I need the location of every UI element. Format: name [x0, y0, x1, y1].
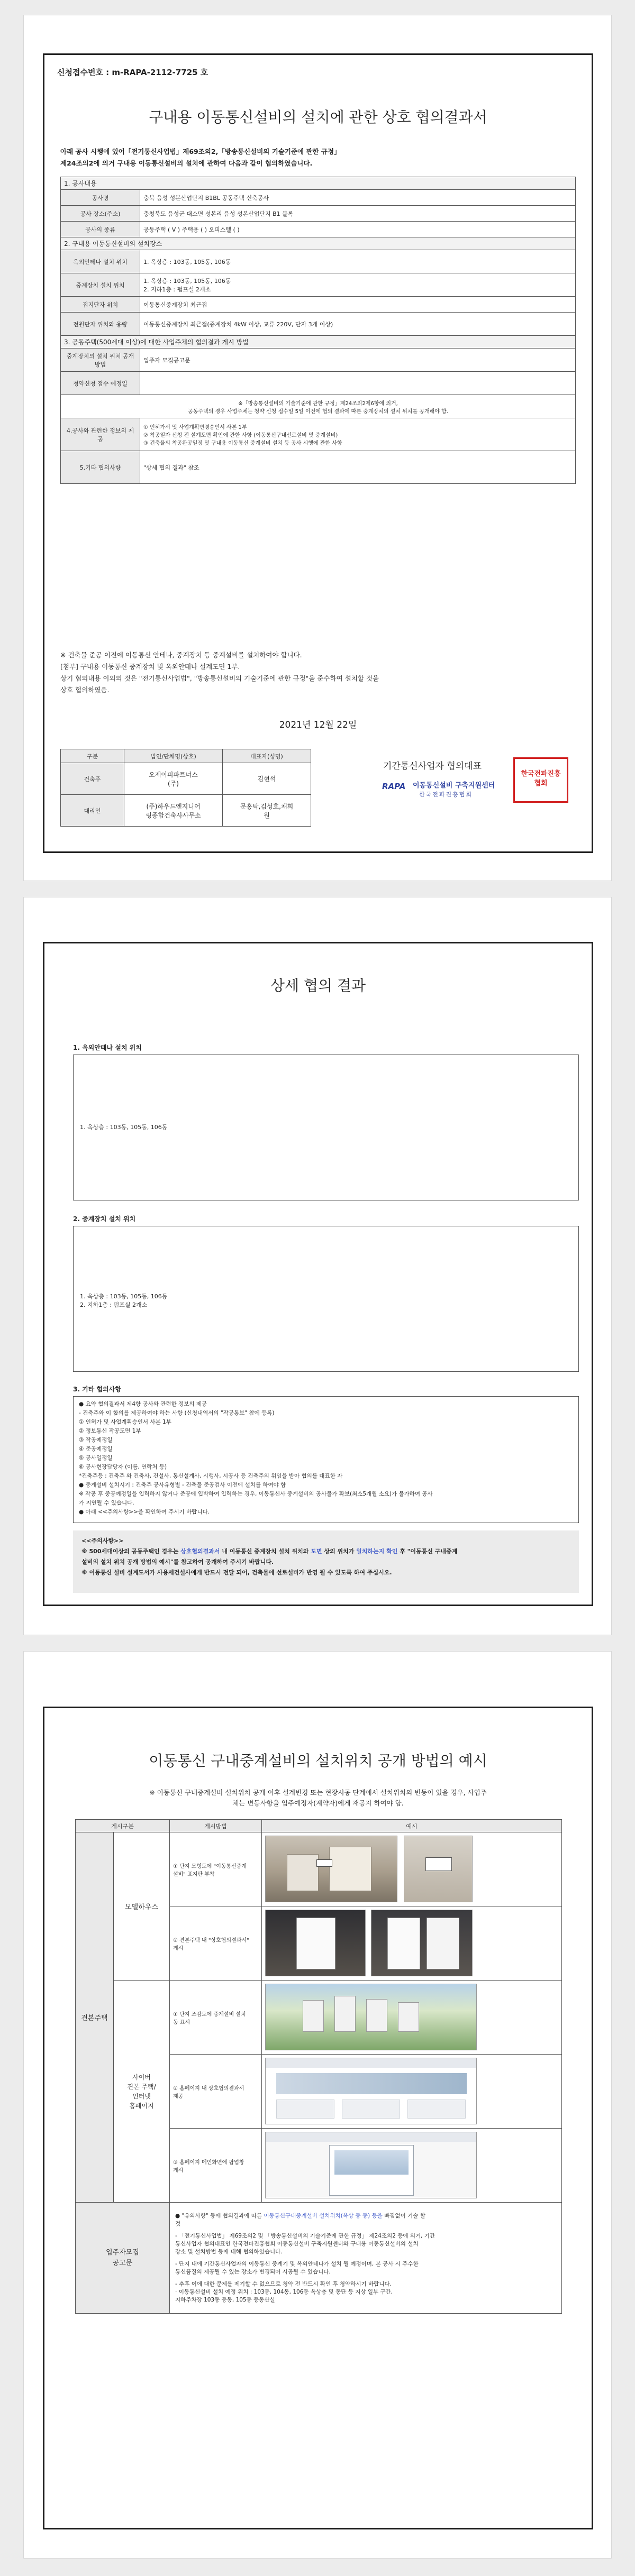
- site-header-bar: [266, 2132, 477, 2142]
- org-line: 링종합건축사사무소: [146, 811, 201, 819]
- column-header: 대표자(성명): [223, 749, 311, 763]
- row-value: [140, 372, 576, 395]
- guidance-line: [175, 2256, 556, 2260]
- text-line: *건축주등 : 건축주 와 건축사, 건설사, 통신설계사, 시행사, 시공사 등 건축주의 위임을 받아 협의를 대표한 자: [79, 1473, 343, 1479]
- guidance-text: ● "유의사항" 등에 협의결과에 따른: [175, 2212, 264, 2219]
- notice-text: 후 "이동통신 구내중계: [397, 1548, 458, 1555]
- box-text: [80, 1292, 167, 1309]
- section-label: 1. 옥외안테나 설치 위치: [73, 1044, 142, 1051]
- model-house-photo: [265, 1836, 397, 1902]
- page-3: [23, 1651, 612, 2559]
- column-header: 게시방법: [170, 1820, 262, 1832]
- receipt-number: 신청접수번호 : m-RAPA-2112-7725 호: [57, 68, 208, 77]
- text-line: ※ 작공 후 중공예정일을 입력하지 않거나 준공에 입박하여 입력하는 경우, 이동통신사 중계설비의 공사불가 확보(최소5개월 소요)가 불가하여 공사: [79, 1491, 433, 1497]
- box-text: [79, 1400, 573, 1517]
- method-line: 설비" 표지판 부착: [173, 1871, 215, 1877]
- info-item: ① 인허가서 및 사업계획변경승인서 사본 1부: [143, 425, 247, 430]
- guidance-line: 통신품질의 제공될 수 있는 장소가 변경되어 시공될 수 있습니다.: [175, 2268, 331, 2275]
- info-item: ② 착공일자 신청 전 설계도면 확인에 관한 사항 (이동통신구내선로설비 및 중계설비): [143, 433, 338, 438]
- website-screenshot: [265, 2058, 477, 2124]
- method-line: 제공: [173, 2093, 184, 2100]
- row-label: 공사의 종류: [61, 222, 140, 237]
- notice-line: 설비의 설치 위치 공개 방법의 예시"를 참고하여 공개하여 주시기 바랍니다.: [81, 1559, 274, 1565]
- stamp-org: 이동통신설비 구축지원센터: [413, 782, 495, 790]
- text-line: 1. 옥상층 : 103동, 105동, 106동: [80, 1124, 168, 1131]
- disclosure-table: [75, 1819, 562, 2314]
- notice-guidance: [170, 2203, 562, 2314]
- guidance-line: - 「전기통신사업법」 제69조의2 및 「방송통신설비의 기술기준에 관한 규정」 제24조의2 등에 의거, 기간: [175, 2232, 436, 2239]
- method-line: 동 표시: [173, 2019, 190, 2025]
- subgroup-line: 사이버: [132, 2073, 151, 2081]
- org-line: (주): [168, 780, 179, 787]
- org-line: (주)하우드엔지니어: [146, 802, 201, 810]
- text-line: ● 요약 협의결과서 제4항 공사와 관련한 정보의 제공: [79, 1401, 207, 1407]
- antenna-location-box: [73, 1055, 579, 1200]
- rapa-stamp: [375, 751, 576, 814]
- consultation-table: [60, 177, 576, 484]
- party-rep: [223, 795, 311, 827]
- info-item: ③ 건축물의 착공완공일정 및 구내용 이동통신 중계설비 설치 등 공사 시행에 관한 사항: [143, 441, 342, 446]
- page-1: [23, 15, 612, 881]
- note-line: 상호 협의하였음.: [60, 686, 110, 694]
- rep-line: 문홍탁,김성호,채희: [240, 802, 294, 810]
- row-label: 전원단자 위치와 용량: [61, 313, 140, 336]
- row-label: 4.공사와 관련한 정보의 제공: [61, 418, 140, 451]
- method-line: 게시: [173, 2167, 184, 2174]
- value-line: 이동통신중계장치 최근접(중계장치 4kW 이상, 교류 220V, 단자 3개 이상): [143, 320, 333, 328]
- row-value: [140, 297, 576, 313]
- document-frame: [43, 942, 593, 1606]
- subgroup-label: 모델하우스: [114, 1832, 170, 1981]
- subgroup-line: 홈페이지: [129, 2102, 154, 2110]
- notice-highlight: 상호협의결과서: [180, 1548, 220, 1555]
- guidance-line: · 이동통신설비 설치 예정 위치 : 103동, 104동, 106동 옥상층 및 동단 등 지상 일부 구간,: [175, 2288, 393, 2295]
- document-frame: [43, 53, 593, 853]
- site-content-block: [276, 2100, 334, 2119]
- text-line: ③ 작공예정일: [79, 1437, 113, 1443]
- guidance-line: [175, 2212, 556, 2220]
- example-cell: [262, 1906, 562, 1981]
- method-cell: [170, 1832, 262, 1906]
- method-cell: [170, 2129, 262, 2203]
- row-value: [140, 418, 576, 451]
- building-block-icon: [287, 1854, 319, 1891]
- caution-notice: [73, 1530, 579, 1593]
- subgroup-label: [114, 1981, 170, 2203]
- notice-highlight: 도면: [311, 1548, 322, 1555]
- section-label: 2. 중계장치 설치 위치: [73, 1215, 136, 1223]
- guidance-text: 빠짐없이 기술 할: [382, 2212, 425, 2219]
- notice-title: <<주의사항>>: [81, 1537, 124, 1544]
- disclosure-note: [61, 395, 576, 418]
- party-org: [124, 763, 223, 795]
- site-content-block: [342, 2100, 400, 2119]
- section-heading: 1. 공사내용: [61, 177, 576, 190]
- section-label: 3. 기타 협의사항: [73, 1386, 121, 1393]
- method-line: ② 견본주택 내 "상호협의결과서": [173, 1937, 249, 1944]
- column-header: 법인/단체명(상호): [124, 749, 223, 763]
- guidance-line: 통신사업자 협의대표인 한국전파진흥협회 이동통신설비 구축지원센터와 구내용 이동통신설비의 설치: [175, 2240, 419, 2247]
- party-rep: [223, 763, 311, 795]
- value-line: 1. 옥상층 : 103동, 105동, 106동: [143, 277, 231, 285]
- popup-image: [334, 2150, 409, 2175]
- example-cell: [262, 2055, 562, 2129]
- page-title: 상세 협의 결과: [270, 977, 366, 994]
- rapa-logo: RAPA: [382, 782, 406, 791]
- intro-text: [60, 146, 579, 169]
- intro-line: 아래 공사 시행에 있어「전기통신사업법」제69조의2,「방송통신설비의 기술기준에 관한 규정」: [60, 148, 341, 155]
- website-screenshot: [265, 2132, 477, 2198]
- notice-text: 내 이동통신 중계장치 설치 위치와: [220, 1548, 311, 1555]
- example-cell: [262, 2129, 562, 2203]
- page-title: 이동통신 구내중계설비의 설치위치 공개 방법의 예시: [149, 1752, 487, 1770]
- guidance-line: [175, 2228, 556, 2232]
- guidance-line: 지하주차장 103동 등동, 105동 등동산실: [175, 2296, 275, 2303]
- sign-placard-icon: [425, 1857, 452, 1871]
- group-line: 입주자모집: [106, 2248, 139, 2257]
- group-label: [76, 2203, 170, 2314]
- value-line: 1. 옥상층 : 103동, 105동, 106동: [143, 258, 231, 265]
- row-label: 옥외안테나 설치 위치: [61, 250, 140, 273]
- page-title: 구내용 이동통신설비의 설치에 관한 상호 협의결과서: [149, 108, 487, 126]
- row-value: [140, 273, 576, 297]
- row-label: 공사 장소(주소): [61, 206, 140, 222]
- subgroup-line: 인터넷: [132, 2092, 151, 2100]
- page-note: [44, 1787, 592, 1809]
- sign-placard-icon: [316, 1859, 332, 1867]
- site-content-block: [407, 2100, 466, 2119]
- column-header: 예시: [262, 1820, 562, 1832]
- group-line: 공고문: [112, 2259, 133, 2267]
- row-label: 5.기타 협의사항: [61, 451, 140, 484]
- model-house-photo: [404, 1836, 473, 1902]
- building-block-icon: [334, 1996, 356, 2032]
- org-line: 오제이피파트너스: [149, 771, 198, 778]
- note-line: 상기 협의내용 이외의 것은 "전기통신사업법", "방송통신설비의 기술기준에 관한 규정"을 준수하여 설치할 것을: [60, 674, 379, 682]
- text-line: ⑤ 공사일정일: [79, 1455, 113, 1461]
- document-poster-icon: [296, 1918, 335, 1969]
- section-heading: 3. 공동주택(500세대 이상)에 대한 사업주체의 협의결과 게시 방법: [61, 336, 576, 349]
- note-line: 체는 변동사항을 입주예정자(계약자)에게 재공지 하여야 함.: [232, 1799, 404, 1807]
- footer-notes: [60, 649, 579, 696]
- method-line: ① 단지 조감도에 중계설비 설치: [173, 2011, 246, 2018]
- building-block-icon: [329, 1847, 371, 1891]
- method-cell: [170, 1981, 262, 2055]
- party-role: 대리인: [61, 795, 124, 827]
- notice-text: ※ 500세대이상의 공동주택인 경우는: [81, 1548, 181, 1555]
- column-header: 구분: [61, 749, 124, 763]
- row-label: 공사명: [61, 190, 140, 206]
- row-label: 청약신청 접수 예정일: [61, 372, 140, 395]
- repeater-location-box: [73, 1226, 579, 1372]
- row-value: 공동주택 ( V ) 주택용 ( ) 오피스텔 ( ): [140, 222, 576, 237]
- text-line: 2. 지하1층 : 펌프실 2개소: [80, 1301, 148, 1308]
- note-line: ※ 이동통신 구내중계설비 설치위치 공개 이후 설계변경 또는 현장시공 단계에서 설치위치의 변동이 있을 경우, 사업주: [149, 1789, 487, 1796]
- intro-line: 제24조의2에 의거 구내용 이동통신설비의 설치에 관하여 다음과 같이 협의하였습니다.: [60, 159, 313, 167]
- row-label: 중계장치의 설치 위치 공개방법: [61, 349, 140, 372]
- guidance-line: 것: [175, 2220, 181, 2227]
- guidance-line: - 추후 이에 대한 문제를 제기할 수 없으므로 청약 전 반드시 확인 후 청약하시기 바랍니다.: [175, 2280, 392, 2287]
- document-frame: [43, 1707, 593, 2529]
- box-text: [80, 1123, 167, 1131]
- section-heading: 2. 구내용 이동통신설비의 설치장소: [61, 237, 576, 250]
- column-header: 게시구분: [76, 1820, 170, 1832]
- guidance-line: [175, 2276, 556, 2280]
- text-line: ④ 준공예정일: [79, 1446, 113, 1452]
- notice-line: [81, 1546, 570, 1557]
- text-line: ⑥ 공사현장담당자 (이름, 연락처 등): [79, 1464, 167, 1470]
- rep-line: 김현석: [257, 775, 276, 783]
- agreement-date: 2021년 12월 22일: [279, 720, 357, 730]
- aerial-view-image: [265, 1984, 477, 2050]
- guidance-highlight: 이동통신구내중계설비 설치위치(옥상 등 동) 등을: [264, 2212, 383, 2219]
- method-line: 게시: [173, 1945, 184, 1951]
- text-line: - 건축주와 이 합의를 제공하여야 하는 사항 (신청내역서의 "작공통보" 참에 등록): [79, 1410, 275, 1416]
- notice-line: ※ 이동통신 설비 설계도서가 사용세건설사에게 반드시 전달 되어, 건축물에 선로설비가 반영 될 수 있도록 하여 주십시오.: [81, 1569, 392, 1576]
- note-line: ※「방송통신설비의 기술기준에 관한 규정」제24조의2제6항에 의거,: [238, 400, 398, 407]
- document-poster-icon: [427, 1918, 459, 1969]
- text-line: ● 아래 <<주의사항>>을 확인하여 주시기 바랍니다.: [79, 1509, 210, 1515]
- rep-line: 원: [264, 811, 270, 819]
- value-line: 이동통신중계장치 최근접: [143, 301, 207, 308]
- value-line: 2. 지하1층 : 펌프실 2개소: [143, 286, 211, 293]
- text-line: 가 지연될 수 있습니다.: [79, 1500, 134, 1506]
- poster-photo: [265, 1910, 366, 1976]
- row-value: 입주자 모집공고문: [140, 349, 576, 372]
- party-org: [124, 795, 223, 827]
- group-label: 견본주택: [76, 1832, 114, 2203]
- method-cell: [170, 1906, 262, 1981]
- text-line: ● 중계설비 설치시기 : 건축주 공사유형별 - 건축물 준공검사 이전에 설치를 하여야 함: [79, 1482, 286, 1488]
- row-label: 접지단자 위치: [61, 297, 140, 313]
- text-line: ① 인허가 및 사업계획승인서 사본 1부: [79, 1419, 171, 1425]
- subgroup-line: 견본 주택/: [127, 2083, 156, 2091]
- notice-highlight: 일치하는지 확인: [356, 1548, 398, 1555]
- method-cell: [170, 2055, 262, 2129]
- row-label: 중계장치 설치 위치: [61, 273, 140, 297]
- row-value: 충청북도 음성군 대소면 성본리 음성 성본산업단지 B1 블록: [140, 206, 576, 222]
- text-line: 1. 옥상층 : 103동, 105동, 106동: [80, 1293, 168, 1300]
- guidance-line: - 단지 내에 기간통신사업자의 이동통신 중계기 및 옥외안테나가 설치 될 예정이며, 본 공사 시 주수한: [175, 2260, 419, 2267]
- method-line: ③ 홈페이지 메인화면에 팝업창: [173, 2159, 244, 2166]
- row-value: 충북 음성 성본산업단지 B1BL 공동주택 신축공사: [140, 190, 576, 206]
- row-value: [140, 250, 576, 273]
- party-role: 건축주: [61, 763, 124, 795]
- example-cell: [262, 1832, 562, 1906]
- signature-table: [60, 749, 311, 827]
- poster-photo: [371, 1910, 473, 1976]
- stamp-title: 기간통신사업자 협의대표: [383, 761, 482, 772]
- notice-text: 상의 위치가: [322, 1548, 357, 1555]
- red-seal-icon: [513, 757, 568, 803]
- building-block-icon: [303, 2000, 324, 2032]
- guidance-line: 장소 및 설치방법 등에 대해 협의하였습니다.: [175, 2248, 283, 2255]
- other-matters-box: [73, 1396, 579, 1523]
- text-line: ② 정보통신 작공도면 1부: [79, 1428, 141, 1434]
- note-line: ※ 건축물 준공 이전에 이동통신 안테나, 중계장치 등 중계설비를 설치하여야 합니다.: [60, 651, 302, 659]
- example-cell: [262, 1981, 562, 2055]
- site-header-bar: [266, 2058, 477, 2068]
- row-value: "상세 협의 결과" 참조: [140, 451, 576, 484]
- building-block-icon: [366, 1999, 387, 2032]
- site-banner: [276, 2073, 467, 2094]
- stamp-org-sub: 한국전파진흥협회: [419, 791, 473, 798]
- method-line: ① 단지 모형도에 "이동통신중계: [173, 1863, 247, 1869]
- seal-text: 한국전파진흥협회: [521, 770, 561, 787]
- row-value: [140, 313, 576, 336]
- page-2: [23, 897, 612, 1635]
- building-block-icon: [398, 2002, 419, 2032]
- note-line: [첨부] 구내용 이동통신 중계장치 및 옥외안테나 설계도면 1부.: [60, 663, 240, 671]
- note-line: 공동주택의 경우 사업주체는 청약 신청 접수일 5일 이전에 협의 결과에 따른 중계장치의 설치 위치를 공개해야 함.: [188, 408, 448, 415]
- document-poster-icon: [387, 1918, 420, 1969]
- method-line: ② 홈페이지 내 상호협의결과서: [173, 2085, 244, 2092]
